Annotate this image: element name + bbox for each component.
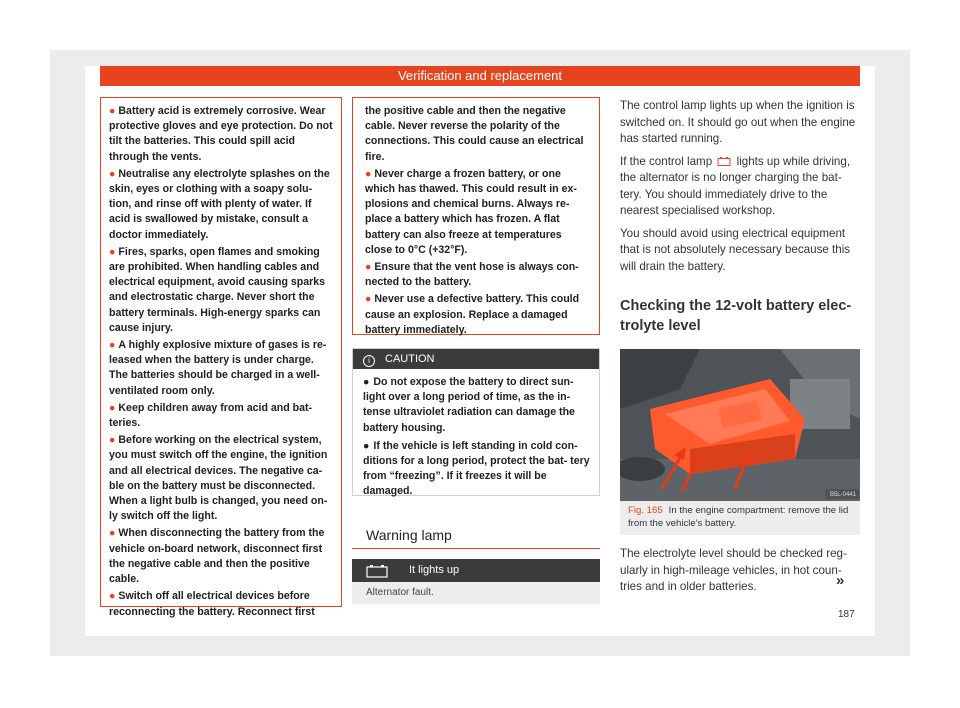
figure-caption: Fig. 165 In the engine compartment: remove the lid from the vehicle's battery. <box>620 501 860 535</box>
warning-box-left <box>100 97 342 618</box>
page-number: 187 <box>838 609 855 620</box>
paragraph: If the control lamp lights up while driving, the alternator is no longer charging the bat- tery. You should immediately drive to the nearest specialised workshop. <box>620 154 851 217</box>
battery-figure <box>620 349 860 501</box>
warning-continuation: the positive cable and then the negative cable. Never reverse the polarity of the connections. This could cause an electrical fire. <box>365 105 584 163</box>
warning-item: ● Neutralise any electrolyte splashes on the skin, eyes or clothing with a soapy solu- tion, and rinse off with plenty of water. If acid is swallowed by mistake, consult a doctor immediately. <box>109 167 330 241</box>
section-heading-electrolyte: Checking the 12-volt battery elec- trolyte level <box>620 298 852 334</box>
caution-body <box>353 369 599 500</box>
battery-icon <box>717 156 731 166</box>
caution-item: ● If the vehicle is left standing in cold con- ditions for a long period, protect the bat- tery from “freezing”. If it freezes it will be damaged. <box>363 439 590 498</box>
warning-item: ● Fires, sparks, open flames and smoking are prohibited. When handling cables and electrical equipment, avoid causing sparks and electrostatic charge. Never short the battery terminals. High-energy sparks can cause injury. <box>109 245 326 334</box>
right-column-text <box>620 98 860 281</box>
caution-item: ● Do not expose the battery to direct sun- light over a long period of time, as the in- tense ultraviolet radiation can damage the battery housing. <box>363 376 575 434</box>
lamp-table-header <box>352 559 600 582</box>
figure-code: B5L-0441 <box>829 492 856 498</box>
lamp-description: Alternator fault. <box>352 582 600 604</box>
section-title-warning-lamp: Warning lamp <box>366 527 452 543</box>
warning-item: ● Ensure that the vent hose is always con- nected to the battery. <box>365 261 579 289</box>
caution-header <box>353 349 599 369</box>
caution-box <box>352 348 600 496</box>
battery-icon <box>366 564 388 578</box>
warning-item: ● When disconnecting the battery from the vehicle on-board network, disconnect first the negative cable and then the positive cable. <box>109 527 325 586</box>
warning-item: ● Keep children away from acid and bat- teries. <box>109 401 313 430</box>
right-column-text-bottom <box>620 546 860 602</box>
warning-item: ● Before working on the electrical system, you must switch off the engine, the ignition and all electrical devices. The negative ca- ble on the battery must be disconnected. When a light bulb is changed, you need on- ly switch off the light. <box>109 434 328 523</box>
caution-label: CAUTION <box>385 353 435 365</box>
paragraph: You should avoid using electrical equipment that is not absolutely necessary because this will drain the battery. <box>620 226 851 273</box>
continue-mark: » <box>836 572 845 589</box>
figure-label: Fig. 165 <box>628 505 663 516</box>
engine-compartment-image <box>620 349 860 501</box>
section-rule <box>352 548 600 549</box>
info-circle-icon: i <box>363 355 375 367</box>
warning-item: ● Battery acid is extremely corrosive. Wear protective gloves and eye protection. Do not tilt the batteries. This could spill acid through the vents. <box>109 105 333 163</box>
warning-item: ● A highly explosive mixture of gases is re- leased when the battery is under charge. The batteries should be charged in a well- ventilated room only. <box>109 339 327 397</box>
page-header: Verification and replacement <box>100 66 860 86</box>
warning-item: ● Never use a defective battery. This could cause an explosion. Replace a damaged battery immediately. <box>365 293 580 336</box>
paragraph: The control lamp lights up when the ignition is switched on. It should go out when the engine has started running. <box>620 99 856 145</box>
lamp-status: It lights up <box>409 564 460 576</box>
warning-item: ● Switch off all electrical devices before reconnecting the battery. Reconnect first <box>109 590 315 618</box>
warning-item: ● Never charge a frozen battery, or one which has thawed. This could result in ex- plosions and chemical burns. Always re- place a battery which has frozen. A flat battery can also freeze at temperatures close to 0°C (+32°F). <box>365 167 577 256</box>
warning-box-mid <box>352 97 600 335</box>
paragraph: The electrolyte level should be checked reg- ularly in high-mileage vehicles, in hot coun- tries and in older batteries. <box>620 547 847 593</box>
